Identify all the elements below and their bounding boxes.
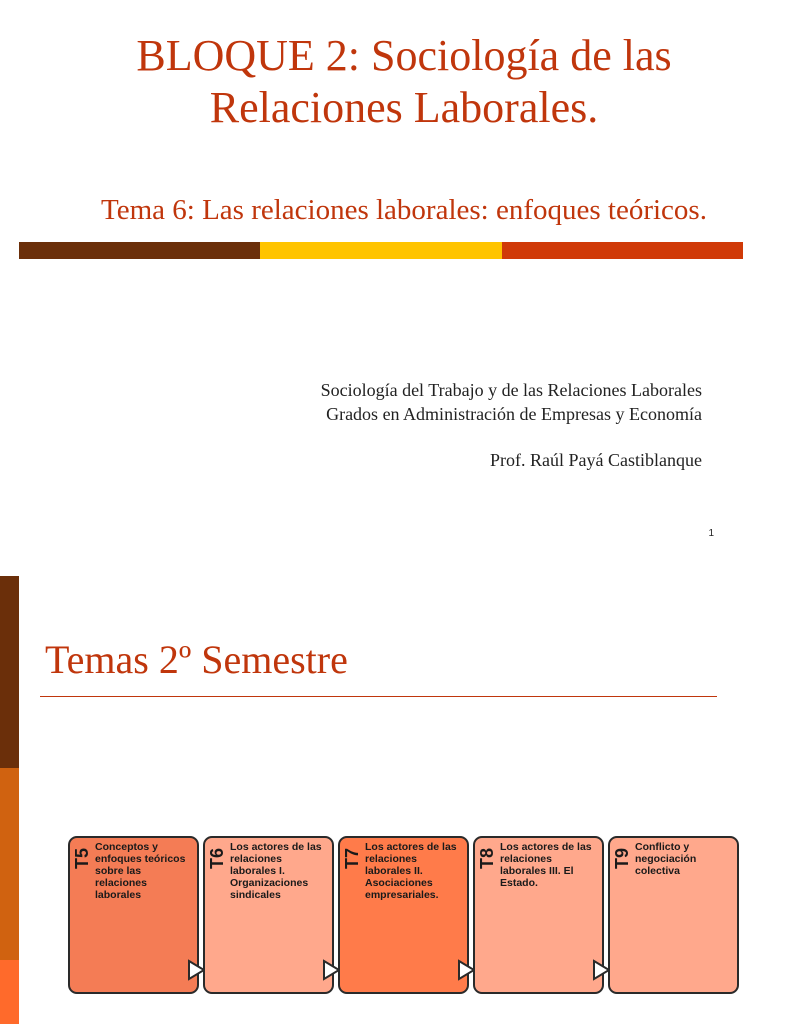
side-segment-dark: [0, 576, 19, 768]
course-info: [321, 378, 702, 472]
professor-name: Prof. Raúl Payá Castiblanque: [490, 450, 702, 470]
topic-text: Los actores de las relaciones laborales III. El Estado.: [500, 841, 592, 889]
side-segment-light: [0, 960, 19, 1024]
topic-number: T5: [72, 847, 93, 870]
topics-title: Temas 2º Semestre: [45, 637, 348, 682]
topics-slide: [0, 512, 768, 1024]
topic-box-t6: [203, 836, 334, 994]
topic-number: T9: [612, 847, 633, 870]
topic-box-t9: [608, 836, 739, 994]
topic-text: Conceptos y enfoques teóricos sobre las relaciones laborales: [95, 841, 186, 901]
topic-text: Los actores de las relaciones laborales I. Organizaciones sindicales: [230, 841, 322, 901]
topic-box-t8: [473, 836, 604, 994]
course-name: Sociología del Trabajo y de las Relaciones Laborales: [320, 380, 702, 400]
slide-title-line2: Relaciones Laborales.: [209, 83, 599, 132]
topic-box-t7: [338, 836, 469, 994]
side-segment-orange: [0, 768, 19, 960]
bar-segment-red: [502, 242, 743, 259]
slide-subtitle: Tema 6: Las relaciones laborales: enfoques teóricos.: [101, 194, 707, 226]
topic-number: T8: [477, 847, 498, 870]
topic-box-t5: [68, 836, 199, 994]
topic-text: Conflicto y negociación colectiva: [635, 841, 697, 877]
page-number: 1: [708, 528, 714, 539]
tricolor-bar: [19, 242, 743, 259]
title-underline: [40, 696, 717, 697]
side-color-bar: [0, 576, 19, 1024]
bar-segment-brown: [19, 242, 260, 259]
degree-name: Grados en Administración de Empresas y Economía: [326, 404, 702, 424]
bar-segment-yellow: [260, 242, 501, 259]
topic-text: Los actores de las relaciones laborales II. Asociaciones empresariales.: [365, 841, 457, 901]
topic-number: T6: [207, 847, 228, 870]
slide-title-line1: BLOQUE 2: Sociología de las: [136, 31, 672, 80]
slide-title: [0, 30, 808, 134]
topic-number: T7: [342, 847, 363, 870]
